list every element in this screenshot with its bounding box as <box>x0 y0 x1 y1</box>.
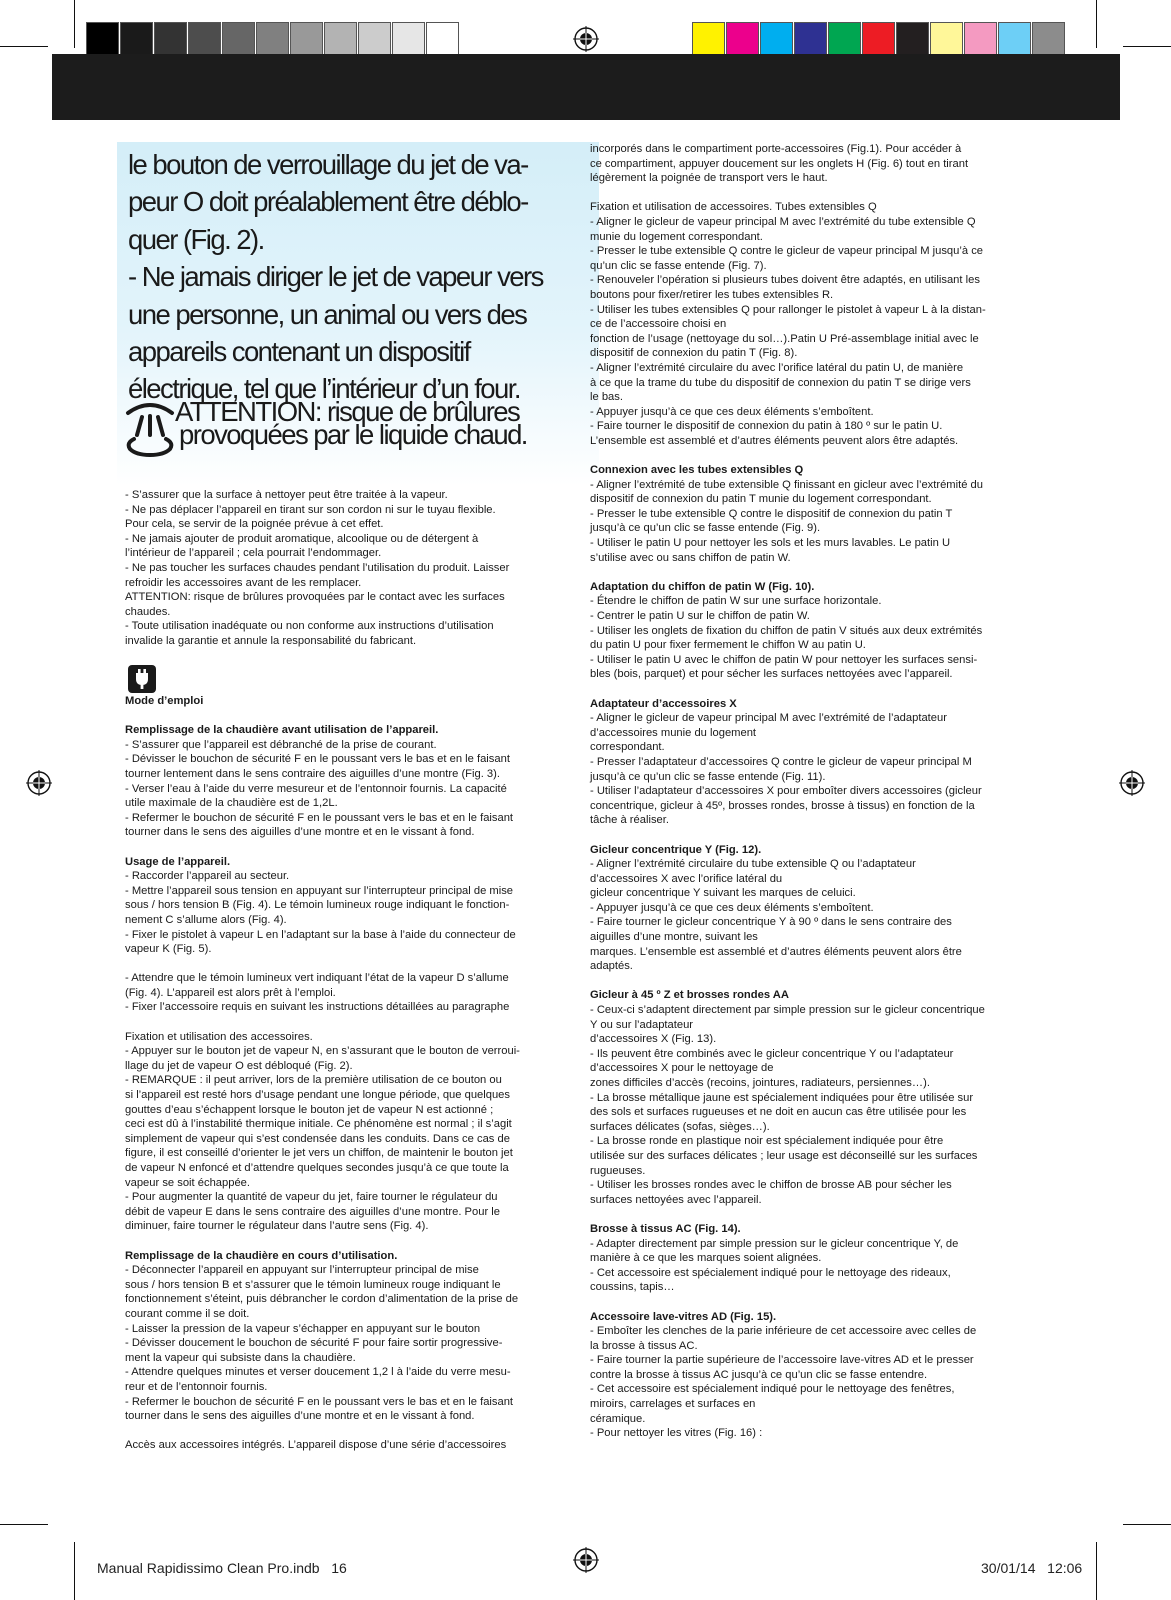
warning-line: peur O doit préalablement être déblo- <box>128 186 528 218</box>
attention-line-1: ATTENTION: risque de brûlures <box>175 396 520 427</box>
text-line: - Utiliser le patin U pour nettoyer les sols et les murs lavables. Le patin U <box>590 537 951 550</box>
text-line: - Utiliser les brosses rondes avec le chiffon de brosse AB pour sécher les <box>590 1179 952 1192</box>
text-line: - Pour augmenter la quantité de vapeur du jet, faire tourner le régulateur du <box>125 1191 498 1204</box>
text-line: - Mettre l’appareil sous tension en appuyant sur l’interrupteur principal de mise <box>125 884 514 897</box>
text-line: - Aligner l’extrémité circulaire du tube extensible Q ou l’adaptateur <box>590 858 916 871</box>
paragraph-gap <box>125 957 555 972</box>
paragraph-gap <box>590 1207 1020 1222</box>
text-line: sous / hors tension B et s’assurer que le témoin lumineux rouge indiquant le <box>125 1278 501 1291</box>
text-line: ce compartiment, appuyer doucement sur les onglets H (Fig. 6) tout en tirant <box>590 157 969 170</box>
text-line: des sols et surfaces rugueuses et ne doit en aucun cas être utilisée pour les <box>590 1106 967 1119</box>
text-line: vapeur se soit échappée. <box>125 1176 251 1189</box>
text-line: Y ou sur l’adaptateur <box>590 1018 694 1031</box>
text-line: jusqu’à ce qu’un clic se fasse entende (Fig. 9). <box>590 522 821 535</box>
registration-mark-icon <box>573 26 599 52</box>
text-line: de vapeur N enfoncé et d’attendre quelques secondes jusqu’à ce que toute la <box>125 1162 509 1174</box>
text-line: - Utiliser le patin U avec le chiffon de patin W pour nettoyer les surfaces sensi- <box>590 653 978 666</box>
text-line: à ce que la trame du tube du dispositif de connexion du patin T se dirige vers <box>590 376 971 389</box>
text-line: - Emboîter les clenches de la parie inférieure de cet accessoire avec celles de <box>590 1325 977 1338</box>
section-heading: Mode d’emploi <box>125 695 204 707</box>
warning-line: - Ne jamais diriger le jet de vapeur vers <box>128 261 543 293</box>
text-line: - Fixer l’accessoire requis en suivant les instructions détaillées au paragraphe <box>125 1001 510 1014</box>
section-heading: Remplissage de la chaudière en cours d’utilisation. <box>125 1249 398 1262</box>
text-line: qu’un clic se fasse entende (Fig. 7). <box>590 259 767 272</box>
text-line: (Fig. 4). L’appareil est alors prêt à l’emploi. <box>125 986 336 999</box>
text-line: invalide la garantie et annule la responsabilité du fabricant. <box>125 634 417 647</box>
text-line: - Appuyer jusqu’à ce que ces deux éléments s’emboîtent. <box>590 405 874 418</box>
text-line: surfaces délicates (sofas, sièges…). <box>590 1120 770 1133</box>
text-line: d’accessoires X pour le nettoyage de <box>590 1062 774 1075</box>
text-line: tâche à réaliser. <box>590 814 669 827</box>
color-swatch <box>86 22 119 55</box>
text-line: - S’assurer que l’appareil est débranché de la prise de courant. <box>125 738 437 751</box>
text-line: refroidir les accessoires avant de les remplacer. <box>125 576 362 589</box>
paragraph-gap <box>125 709 555 724</box>
section-heading: Brosse à tissus AC (Fig. 14). <box>590 1222 741 1235</box>
color-swatch <box>120 22 153 55</box>
text-line: Accès aux accessoires intégrés. L’appareil dispose d’une série d’accessoires <box>125 1439 507 1452</box>
text-line: miroirs, carrelages et surfaces en <box>590 1398 756 1411</box>
text-line: - Attendre que le témoin lumineux vert indiquant l’état de la vapeur D s’allume <box>125 972 509 985</box>
text-line: aiguilles d’une montre, suivant les <box>590 931 758 944</box>
color-swatch <box>896 22 929 55</box>
text-line: s’utilise avec ou sans chiffon de patin W. <box>590 551 791 564</box>
text-line: - Aligner le gicleur de vapeur principal M avec l’extrémité de l’adaptateur <box>590 712 947 725</box>
text-line: - Faire tourner le gicleur concentrique Y à 90 º dans le sens contraire des <box>590 916 952 929</box>
color-swatch <box>392 22 425 55</box>
text-line: jusqu’à ce qu’un clic se fasse entende (Fig. 11). <box>590 770 826 783</box>
text-line: utile maximale de la chaudière est de 1,2L. <box>125 797 338 810</box>
text-line: - Étendre le chiffon de patin W sur une surface horizontale. <box>590 595 882 608</box>
text-line: - Refermer le bouchon de sécurité F en le poussant vers le bas et en le faisant <box>125 1395 514 1408</box>
color-swatch <box>426 22 459 55</box>
color-swatch <box>290 22 323 55</box>
process-color-bar <box>692 22 1066 55</box>
warning-line: une personne, un animal ou vers des <box>128 298 527 330</box>
text-line: ceci est dû à l’instabilité thermique initiale. Ce phénomène est normal ; il s’agit <box>125 1118 512 1131</box>
text-line: Fixation et utilisation de accessoires. Tubes extensibles Q <box>590 201 877 214</box>
paragraph-gap <box>590 974 1020 989</box>
text-line: - Presser le tube extensible Q contre le gicleur de vapeur principal M jusqu’à ce <box>590 245 984 258</box>
text-line: Fixation et utilisation des accessoires. <box>125 1030 313 1043</box>
crop-mark <box>1096 1542 1097 1600</box>
text-line: - Utiliser l’adaptateur d’accessoires X pour emboîter divers accessoires (gicleur <box>590 785 982 798</box>
text-line: rugueuses. <box>590 1164 646 1177</box>
text-line: diminuer, faire tourner le régulateur dans l’autre sens (Fig. 4). <box>125 1220 429 1233</box>
section-heading: Gicleur concentrique Y (Fig. 12). <box>590 843 762 856</box>
text-line: chaudes. <box>125 605 171 618</box>
text-line: - Aligner le gicleur de vapeur principal M avec l’extrémité du tube extensible Q <box>590 215 976 228</box>
color-swatch <box>358 22 391 55</box>
text-line: ATTENTION: risque de brûlures provoquées par le contact avec les surfaces <box>125 591 505 604</box>
text-line: - Pour nettoyer les vitres (Fig. 16) : <box>590 1427 763 1440</box>
text-line: fonctionnement s’éteint, puis débrancher le cordon d’alimentation de la prise de <box>125 1293 519 1306</box>
text-line: adaptés. <box>590 960 633 973</box>
warning-line: quer (Fig. 2). <box>128 223 264 255</box>
text-line: - Cet accessoire est spécialement indiqué pour le nettoyage des rideaux, <box>590 1266 951 1279</box>
text-line: correspondant. <box>590 741 665 754</box>
text-line: - La brosse ronde en plastique noir est spécialement indiquée pour être <box>590 1135 944 1148</box>
text-line: coussins, tapis… <box>590 1281 675 1294</box>
attention-line-2: provoquées par le liquide chaud. <box>179 419 527 450</box>
text-line: vapeur K (Fig. 5). <box>125 943 212 956</box>
text-line: d’accessoires X avec l’orifice latéral du <box>590 872 783 885</box>
text-line: débit de vapeur E dans le sens contraire des aiguilles d’une montre. Pour le <box>125 1205 501 1218</box>
paragraph-gap <box>590 186 1020 201</box>
text-line: ment la vapeur qui subsiste dans la chaudière. <box>125 1351 356 1364</box>
text-line: nement C s’allume alors (Fig. 4). <box>125 913 287 926</box>
crop-mark <box>74 1542 75 1600</box>
text-line: - Déconnecter l’appareil en appuyant sur l’interrupteur principal de mise <box>125 1264 479 1277</box>
text-line: - Aligner l’extrémité circulaire du avec l’orifice latéral du patin U, de manière <box>590 361 964 374</box>
crop-mark <box>1123 1524 1171 1525</box>
text-line: marques. L’ensemble est assemblé et d’autres éléments peuvent alors être <box>590 945 962 958</box>
section-heading: Usage de l’appareil. <box>125 855 231 868</box>
text-line: utilisée sur des surfaces délicates ; leur usage est déconseillé sur les surfaces <box>590 1149 978 1162</box>
text-line: - Appuyer sur le bouton jet de vapeur N, en s’assurant que le bouton de verroui- <box>125 1045 520 1058</box>
text-line: concentrique, gicleur à 45º, brosses rondes, brosse à tissus) en fonction de la <box>590 799 975 812</box>
text-line: Pour cela, se servir de la poignée prévue à cet effet. <box>125 518 384 531</box>
color-swatch <box>998 22 1031 55</box>
text-line: ce de l’accessoire choisi en <box>590 318 727 331</box>
text-line: - Raccorder l’appareil au secteur. <box>125 870 290 883</box>
warning-line: le bouton de verrouillage du jet de va- <box>128 149 528 180</box>
paragraph-gap <box>590 565 1020 580</box>
footer-file-name: Manual Rapidissimo Clean Pro.indb 16 <box>97 1560 347 1576</box>
text-line: d’accessoires X (Fig. 13). <box>590 1033 717 1046</box>
text-line: llage du jet de vapeur O est débloqué (Fig. 2). <box>125 1059 353 1072</box>
color-swatch <box>862 22 895 55</box>
hot-steam-warning-icon <box>124 399 176 459</box>
text-line: fonction de l’usage (nettoyage du sol…).Patin U Pré-assemblage initial avec le <box>590 332 979 345</box>
mode-emploi-section <box>125 694 555 1453</box>
section-heading: Adaptateur d’accessoires X <box>590 697 737 710</box>
crop-mark <box>0 1524 48 1525</box>
text-line: - Dévisser le bouchon de sécurité F en le poussant vers le bas et en le faisant <box>125 753 510 766</box>
registration-mark-icon <box>26 770 52 796</box>
warning-text <box>128 146 598 408</box>
text-line: - Presser l’adaptateur d’accessoires Q contre le gicleur de vapeur principal M <box>590 755 972 768</box>
text-line: simplement de vapeur qui s’est condensée dans les conduits. Dans ce cas de <box>125 1132 510 1145</box>
paragraph-gap <box>590 828 1020 843</box>
text-line: gouttes d’eau s’échappent lorsque le bouton jet de vapeur N est actionné ; <box>125 1103 494 1116</box>
text-line: tourner lentement dans le sens contraire des aiguilles d’une montre (Fig. 3). <box>125 767 500 780</box>
paragraph-gap <box>590 448 1020 463</box>
paragraph-gap <box>590 1295 1020 1310</box>
color-swatch <box>760 22 793 55</box>
crop-mark <box>1096 0 1097 48</box>
text-line: tourner dans le sens des aiguilles d’une montre et en le vissant à fond. <box>125 1410 475 1423</box>
color-swatch <box>726 22 759 55</box>
paragraph-gap <box>125 1234 555 1249</box>
text-line: - Utiliser les onglets de fixation du chiffon de patin V situés aux deux extrémités <box>590 624 983 637</box>
paragraph-gap <box>125 840 555 855</box>
text-line: - Laisser la pression de la vapeur s’échapper en appuyant sur le bouton <box>125 1322 481 1335</box>
crop-mark <box>1123 46 1171 47</box>
text-line: d’accessoires munie du logement <box>590 726 757 739</box>
color-swatch <box>692 22 725 55</box>
text-line: - Appuyer jusqu’à ce que ces deux éléments s’emboîtent. <box>590 901 874 914</box>
text-line: - Toute utilisation inadéquate ou non conforme aux instructions d’utilisation <box>125 620 494 633</box>
text-line: l’intérieur de l’appareil ; cela pourrait l’endommager. <box>125 547 382 560</box>
color-swatch <box>222 22 255 55</box>
text-line: - Attendre quelques minutes et verser doucement 1,2 l à l’aide du verre mesu- <box>125 1366 511 1379</box>
text-line: - Ne jamais ajouter de produit aromatique, alcoolique ou de détergent à <box>125 532 479 545</box>
text-line: - Ne pas toucher les surfaces chaudes pendant l’utilisation du produit. Laisser <box>125 561 510 574</box>
warning-line: électrique, tel que l’intérieur d’un four. <box>128 373 520 405</box>
text-line: - Fixer le pistolet à vapeur L en l’adaptant sur la base à l’aide du connecteur de <box>125 928 516 941</box>
section-heading: Remplissage de la chaudière avant utilisation de l’appareil. <box>125 724 439 737</box>
text-line: - Utiliser les tubes extensibles Q pour rallonger le pistolet à vapeur L à la distan- <box>590 303 986 316</box>
text-line: courant comme il se doit. <box>125 1307 250 1320</box>
paragraph-gap <box>125 1015 555 1030</box>
text-line: bles (bois, parquet) et pour sécher les surfaces nettoyées avec l’appareil. <box>590 668 953 681</box>
registration-mark-icon <box>573 1547 599 1573</box>
color-swatch <box>930 22 963 55</box>
text-line: - Faire tourner la partie supérieure de l’accessoire lave-vitres AD et le presser <box>590 1354 974 1367</box>
text-line: tourner dans le sens des aiguilles d’une montre et en le vissant à fond. <box>125 826 475 839</box>
text-line: sous / hors tension B (Fig. 4). Le témoin lumineux rouge indiquant le fonction- <box>125 899 510 912</box>
text-line: zones difficiles d’accès (recoins, jointures, radiateurs, persiennes…). <box>590 1077 930 1089</box>
text-line: - Ils peuvent être combinés avec le gicleur concentrique Y ou l’adaptateur <box>590 1047 954 1060</box>
color-swatch <box>1032 22 1065 55</box>
paragraph-gap <box>125 1424 555 1439</box>
text-line: le bas. <box>590 391 623 404</box>
text-line: - Dévisser doucement le bouchon de sécurité F pour faire sortir progressive- <box>125 1337 503 1350</box>
section-heading: Adaptation du chiffon de patin W (Fig. 10). <box>590 580 815 593</box>
text-line: L’ensemble est assemblé et d’autres éléments peuvent alors être adaptés. <box>590 434 959 447</box>
crop-mark <box>0 46 48 47</box>
text-line: si l’appareil est resté hors d’usage pendant une longue période, que quelques <box>125 1089 511 1102</box>
text-line: - Ne pas déplacer l’appareil en tirant sur son cordon ni sur le tuyau flexible. <box>125 503 496 516</box>
accessories-section <box>590 142 1020 1441</box>
text-line: - Refermer le bouchon de sécurité F en le poussant vers le bas et en le faisant <box>125 811 514 824</box>
text-line: contre la brosse à tissus AC jusqu’à ce qu’un clic se fasse entendre. <box>590 1368 928 1381</box>
text-line: figure, il est conseillé d’orienter le jet vers un chiffon, de maintenir le bouton jet <box>125 1147 513 1160</box>
text-line: dispositif de connexion du patin T (Fig. 8). <box>590 347 798 360</box>
text-line: - S’assurer que la surface à nettoyer peut être traitée à la vapeur. <box>125 489 448 501</box>
text-line: - Faire tourner le dispositif de connexion du patin à 180 º sur le patin U. <box>590 420 943 433</box>
text-line: - Renouveler l’opération si plusieurs tubes doivent être adaptés, en utilisant les <box>590 274 980 287</box>
text-line: surfaces nettoyées avec l’appareil. <box>590 1193 762 1206</box>
footer-date: 30/01/14 12:06 <box>981 1560 1083 1576</box>
text-line: la brosse à tissus AC. <box>590 1339 698 1352</box>
text-line: - Adapter directement par simple pression sur le gicleur concentrique Y, de <box>590 1237 959 1250</box>
color-swatch <box>324 22 357 55</box>
text-line: dispositif de connexion du patin T munie du logement correspondant. <box>590 493 932 506</box>
registration-mark-icon <box>1119 770 1145 796</box>
paragraph-gap <box>590 682 1020 697</box>
text-line: gicleur concentrique Y suivant les marques de celuici. <box>590 887 856 900</box>
color-swatch <box>964 22 997 55</box>
section-heading: Connexion avec les tubes extensibles Q <box>590 464 804 477</box>
text-line: manière à ce que les marques soient alignées. <box>590 1252 822 1265</box>
color-swatch <box>828 22 861 55</box>
crop-mark <box>74 0 75 48</box>
color-swatch <box>256 22 289 55</box>
text-line: - Ceux-ci s’adaptent directement par simple pression sur le gicleur concentrique <box>590 1004 985 1017</box>
text-line: légèrement la poignée de transport vers le haut. <box>590 172 828 185</box>
color-swatch <box>188 22 221 55</box>
text-line: - Centrer le patin U sur le chiffon de patin W. <box>590 610 810 622</box>
text-line: - Aligner l’extrémité de tube extensible Q finissant en gicleur avec l’extrémité du <box>590 478 983 491</box>
header-band <box>52 54 1120 120</box>
text-line: boutons pour fixer/retirer les tubes extensibles R. <box>590 288 834 301</box>
text-line: céramique. <box>590 1412 646 1425</box>
text-line: - REMARQUE : il peut arriver, lors de la première utilisation de ce bouton ou <box>125 1074 502 1087</box>
color-swatch <box>794 22 827 55</box>
attention-block <box>124 393 604 473</box>
safety-instructions <box>125 488 555 649</box>
color-swatch <box>154 22 187 55</box>
text-line: du patin U pour fixer fermement le chiffon W au patin U. <box>590 639 866 652</box>
section-heading: Accessoire lave-vitres AD (Fig. 15). <box>590 1310 777 1323</box>
text-line: incorporés dans le compartiment porte-accessoires (Fig.1). Pour accéder à <box>590 143 962 155</box>
warning-line: appareils contenant un dispositif <box>128 336 470 368</box>
gray-color-bar <box>86 22 460 55</box>
section-heading: Gicleur à 45 º Z et brosses rondes AA <box>590 989 789 1002</box>
text-line: - Verser l’eau à l’aide du verre mesureur et de l’entonnoir fournis. La capacité <box>125 782 507 795</box>
text-line: reur et de l’entonnoir fournis. <box>125 1380 268 1393</box>
text-line: - Presser le tube extensible Q contre le dispositif de connexion du patin T <box>590 507 953 520</box>
text-line: - La brosse métallique jaune est spécialement indiquées pour être utilisée sur <box>590 1091 974 1104</box>
text-line: munie du logement correspondant. <box>590 230 763 243</box>
plug-icon <box>128 665 156 693</box>
text-line: - Cet accessoire est spécialement indiqué pour le nettoyage des fenêtres, <box>590 1383 955 1396</box>
